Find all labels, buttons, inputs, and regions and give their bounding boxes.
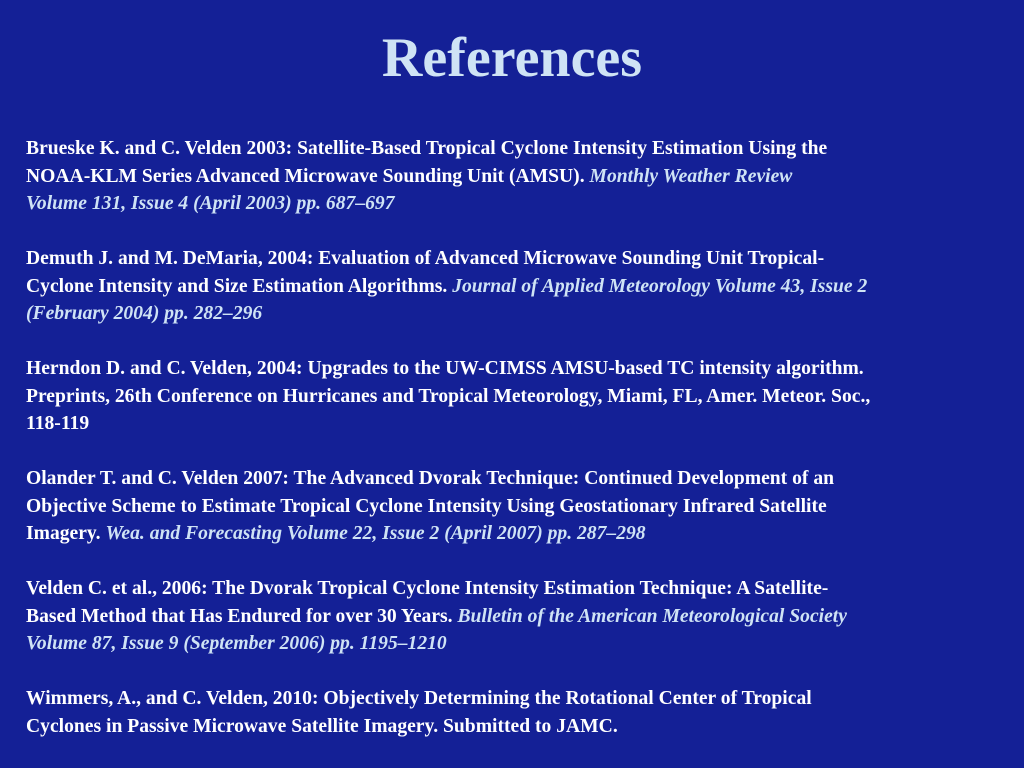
reference-item — [26, 135, 1016, 218]
reference-venue: Bulletin of the American Meteorological Society Volume 87, Issue 9 (September 2006) pp. 1195–1210 — [26, 605, 847, 654]
reference-item — [26, 685, 1016, 740]
reference-text: Olander T. and C. Velden 2007: The Advanced Dvorak Technique: Continued Development of an Objective Scheme to Estimate Tropical Cyclone Intensity Using Geostationary Infrared Satellite Imagery. — [26, 468, 835, 544]
reference-text: Velden C. et al., 2006: The Dvorak Tropical Cyclone Intensity Estimation Technique: A Satellite- Based Method that Has Endured for over 30 Years. — [26, 578, 829, 627]
page-title: References — [381, 27, 643, 89]
reference-text: Brueske K. and C. Velden 2003: Satellite-Based Tropical Cyclone Intensity Estimation Using the NOAA-KLM Series Advanced Microwave Sounding Unit (AMSU). — [26, 138, 828, 187]
reference-list — [26, 135, 1016, 768]
reference-item — [26, 465, 1016, 548]
reference-text: Demuth J. and M. DeMaria, 2004: Evaluation of Advanced Microwave Sounding Unit Tropical- Cyclone Intensity and Size Estimation Algorithms. — [26, 248, 825, 297]
reference-item — [26, 355, 1016, 438]
reference-text: Wimmers, A., and C. Velden, 2010: Objectively Determining the Rotational Center of Tropical Cyclones in Passive Microwave Satellite Imagery. Submitted to JAMC. — [26, 688, 812, 737]
reference-item — [26, 575, 1016, 658]
reference-text: Herndon D. and C. Velden, 2004: Upgrades to the UW-CIMSS AMSU-based TC intensity algorithm. Preprints, 26th Conference on Hurricanes and Tropical Meteorology, Miami, FL, Amer. Meteor. Soc., 118-119 — [26, 358, 871, 434]
reference-venue: Monthly Weather Review Volume 131, Issue 4 (April 2003) pp. 687–697 — [26, 165, 793, 214]
reference-venue: Wea. and Forecasting Volume 22, Issue 2 (April 2007) pp. 287–298 — [105, 523, 646, 544]
reference-item — [26, 245, 1016, 328]
reference-venue: Journal of Applied Meteorology Volume 43, Issue 2 (February 2004) pp. 282–296 — [26, 275, 868, 324]
